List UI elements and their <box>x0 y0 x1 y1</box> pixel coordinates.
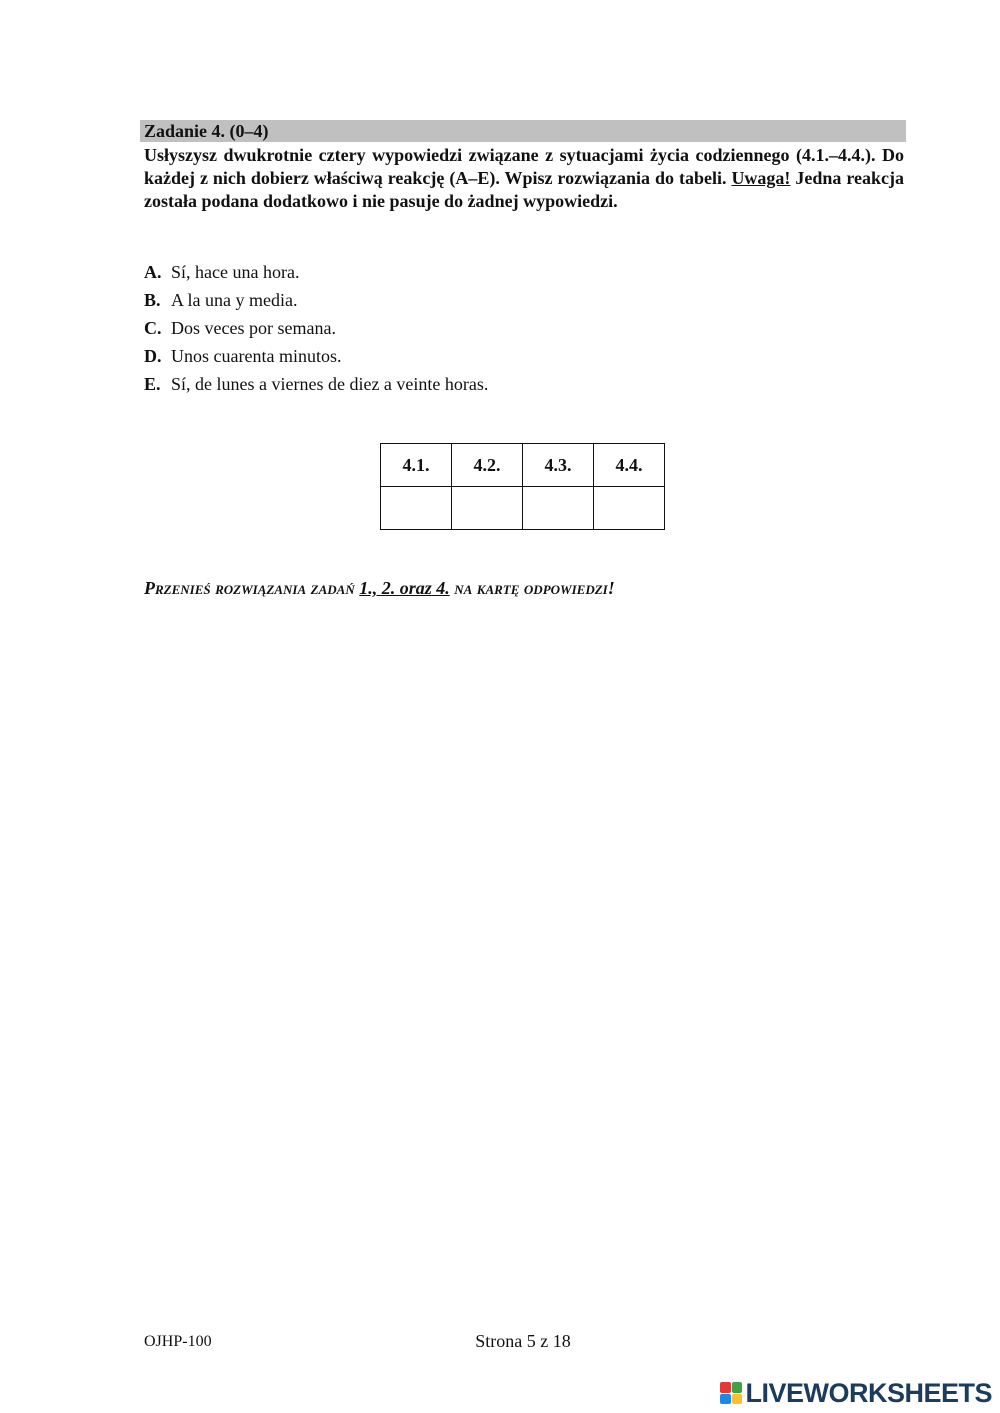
option-e <box>144 370 488 398</box>
footer-code: OJHP-100 <box>144 1333 212 1350</box>
answer-header-4-2: 4.2. <box>452 444 523 487</box>
option-letter: A. <box>144 262 162 282</box>
note-text: Jedna reakcja została podana dodatkowo i nie pasuje do żadnej wypowiedzi. <box>144 168 904 211</box>
liveworksheets-brand[interactable] <box>720 1378 992 1408</box>
answer-table <box>380 443 665 530</box>
liveworksheets-logo-icon <box>720 1382 742 1404</box>
logo-square <box>720 1394 731 1405</box>
option-text: Dos veces por semana. <box>171 318 336 338</box>
footer-page-number: Strona 5 z 18 <box>475 1331 571 1351</box>
answer-header-4-3: 4.3. <box>523 444 594 487</box>
option-a <box>144 258 488 286</box>
logo-square <box>732 1382 743 1393</box>
option-text: A la una y media. <box>171 290 298 310</box>
task-title: Zadanie 4. (0–4) <box>144 121 269 141</box>
option-letter: C. <box>144 318 162 338</box>
answer-table-header-row <box>381 444 665 487</box>
option-d <box>144 342 488 370</box>
transfer-instruction <box>144 578 615 599</box>
note-label: Uwaga! <box>731 168 791 188</box>
answer-header-4-4: 4.4. <box>594 444 665 487</box>
answer-input-4-2[interactable] <box>452 487 523 530</box>
option-letter: E. <box>144 374 161 394</box>
transfer-prefix: Przenieś rozwiązania zadań <box>144 578 360 598</box>
transfer-suffix: na kartę odpowiedzi! <box>449 578 615 598</box>
logo-square <box>720 1382 731 1393</box>
options-list <box>144 258 488 398</box>
option-b <box>144 286 488 314</box>
option-text: Sí, de lunes a viernes de diez a veinte horas. <box>171 374 489 394</box>
option-text: Unos cuarenta minutos. <box>171 346 342 366</box>
task-instructions <box>144 144 904 213</box>
answer-table-input-row <box>381 487 665 530</box>
option-text: Sí, hace una hora. <box>171 262 300 282</box>
option-c <box>144 314 488 342</box>
task-header <box>140 120 906 142</box>
answer-input-4-3[interactable] <box>523 487 594 530</box>
answer-input-4-1[interactable] <box>381 487 452 530</box>
answer-input-4-4[interactable] <box>594 487 665 530</box>
option-letter: D. <box>144 346 162 366</box>
option-letter: B. <box>144 290 161 310</box>
logo-square <box>732 1394 743 1405</box>
instruction-main: Usłyszysz dwukrotnie cztery wypowiedzi związane z sytuacjami życia codziennego (4.1.–4.4.). Do każdej z nich dobierz właściwą reakcję (A–E). Wpisz rozwiązania do tabeli. <box>144 145 904 188</box>
brand-name: LIVEWORKSHEETS <box>745 1377 992 1408</box>
transfer-tasks: 1., 2. oraz 4. <box>359 578 450 598</box>
answer-header-4-1: 4.1. <box>381 444 452 487</box>
